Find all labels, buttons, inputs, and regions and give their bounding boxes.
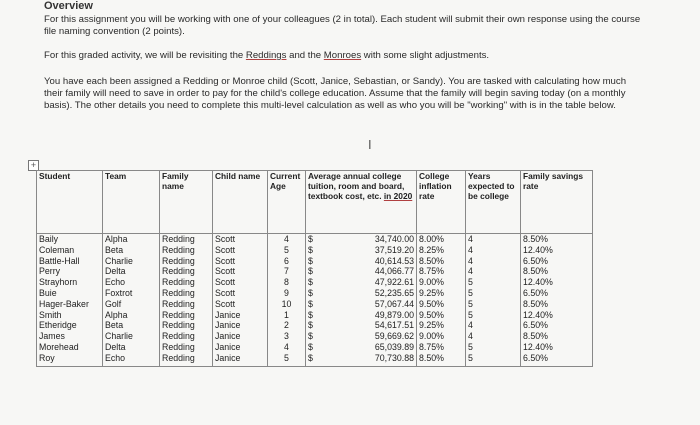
cell-student-6: Buie	[39, 287, 57, 298]
cost-value: 37,519.20	[374, 244, 414, 255]
cell-team-9: Beta	[105, 320, 124, 331]
cell-student-3: Battle-Hall	[39, 255, 80, 266]
cell-savings-4: 8.50%	[523, 266, 548, 277]
cell-savings-8: 12.40%	[523, 309, 553, 320]
cell-child-10: Janice	[215, 331, 241, 342]
cell-age-3: 6	[284, 255, 289, 266]
cell-savings-6: 6.50%	[523, 287, 548, 298]
cell-savings-12: 6.50%	[523, 352, 548, 363]
currency-symbol: $	[308, 277, 313, 288]
cell-cost-3	[308, 256, 414, 267]
cell-team-2: Beta	[105, 244, 124, 255]
cell-family-12: Redding	[162, 352, 195, 363]
column-student	[37, 234, 103, 367]
cell-years-12: 5	[468, 352, 473, 363]
activity-paragraph	[44, 50, 644, 62]
cost-value: 49,879.00	[374, 309, 414, 320]
currency-symbol: $	[308, 352, 313, 363]
column-years	[466, 234, 521, 367]
cell-family-2: Redding	[162, 244, 195, 255]
task-paragraph: You have each been assigned a Redding or Monroe child (Scott, Janice, Sebastian, or Sandy). You are tasked with calculating how much their family will need to save in order to pay for the child's college education. Assume that the family will begin saving today (on a monthly basis). The other details you need to complete this multi-level calculation as well as who you will be "working" with is in the table below.	[44, 76, 627, 111]
monroes-word: Monroes	[323, 50, 362, 61]
cost-value: 57,067.44	[374, 298, 414, 309]
cell-family-9: Redding	[162, 320, 195, 331]
cell-inflation-1: 8.00%	[419, 234, 444, 244]
cost-value: 34,740.00	[374, 234, 414, 244]
cost-value: 54,617.51	[374, 320, 414, 331]
cell-age-10: 3	[284, 331, 289, 342]
currency-symbol: $	[308, 287, 313, 298]
cell-student-8: Smith	[39, 309, 62, 320]
cell-age-4: 7	[284, 266, 289, 277]
cell-savings-10: 8.50%	[523, 331, 548, 342]
cell-age-2: 5	[284, 244, 289, 255]
column-child	[213, 234, 268, 367]
cell-age-6: 9	[284, 287, 289, 298]
cell-team-12: Echo	[105, 352, 126, 363]
cell-savings-7: 8.50%	[523, 298, 548, 309]
cell-team-1: Alpha	[105, 234, 128, 244]
cell-child-4: Scott	[215, 266, 236, 277]
cell-student-11: Morehead	[39, 341, 79, 352]
cell-age-9: 2	[284, 320, 289, 331]
cell-age-12: 5	[284, 352, 289, 363]
overview-heading: Overview	[44, 0, 93, 12]
header-team: Team	[103, 171, 160, 234]
cell-years-4: 4	[468, 266, 473, 277]
activity-text-2: and the	[286, 50, 324, 61]
cell-child-9: Janice	[215, 320, 241, 331]
cell-team-11: Delta	[105, 341, 126, 352]
header-savings-rate: Family savings rate	[521, 171, 593, 234]
cell-years-9: 4	[468, 320, 473, 331]
cell-savings-2: 12.40%	[523, 244, 553, 255]
cell-family-11: Redding	[162, 341, 195, 352]
cell-years-10: 4	[468, 331, 473, 342]
cell-team-8: Alpha	[105, 309, 128, 320]
cell-cost-9	[308, 320, 414, 331]
cell-savings-9: 6.50%	[523, 320, 548, 331]
cell-years-5: 5	[468, 277, 473, 288]
cell-family-3: Redding	[162, 255, 195, 266]
header-family-name: Family name	[160, 171, 213, 234]
cell-student-12: Roy	[39, 352, 55, 363]
cell-student-9: Etheridge	[39, 320, 77, 331]
cell-years-7: 5	[468, 298, 473, 309]
currency-symbol: $	[308, 320, 313, 331]
column-cost	[306, 234, 417, 367]
cell-years-11: 5	[468, 341, 473, 352]
cell-cost-1	[308, 234, 414, 245]
cost-value: 65,039.89	[374, 341, 414, 352]
assignment-table	[36, 170, 593, 367]
cell-family-10: Redding	[162, 331, 195, 342]
cell-child-5: Scott	[215, 277, 236, 288]
cell-student-2: Coleman	[39, 244, 75, 255]
cell-inflation-10: 9.00%	[419, 331, 444, 342]
cell-cost-10	[308, 331, 414, 342]
cost-value: 44,066.77	[374, 266, 414, 277]
cell-cost-5	[308, 277, 414, 288]
cell-family-8: Redding	[162, 309, 195, 320]
cell-savings-1: 8.50%	[523, 234, 548, 244]
cell-family-5: Redding	[162, 277, 195, 288]
header-annual-cost-year: in 2020	[383, 191, 413, 201]
cell-student-7: Hager-Baker	[39, 298, 89, 309]
currency-symbol: $	[308, 341, 313, 352]
header-student: Student	[37, 171, 103, 234]
cell-student-5: Strayhorn	[39, 277, 78, 288]
cell-child-7: Scott	[215, 298, 236, 309]
currency-symbol: $	[308, 244, 313, 255]
cell-inflation-11: 8.75%	[419, 341, 444, 352]
column-team	[103, 234, 160, 367]
header-child-name: Child name	[213, 171, 268, 234]
column-savings	[521, 234, 593, 367]
text-cursor-icon: I	[368, 137, 372, 152]
cell-age-5: 8	[284, 277, 289, 288]
currency-symbol: $	[308, 331, 313, 342]
cell-inflation-7: 9.50%	[419, 298, 444, 309]
intro-paragraph: For this assignment you will be working with one of your colleagues (2 in total). Each student will submit their own response using the course file naming convention (2 points).	[44, 14, 641, 37]
cell-inflation-12: 8.50%	[419, 352, 444, 363]
header-current-age: Current Age	[268, 171, 306, 234]
cell-team-7: Golf	[105, 298, 122, 309]
cell-inflation-5: 9.00%	[419, 277, 444, 288]
header-annual-cost-text: Average annual college tuition, room and board, textbook cost, etc.	[308, 171, 405, 201]
cell-savings-3: 6.50%	[523, 255, 548, 266]
cell-child-8: Janice	[215, 309, 241, 320]
cell-years-2: 4	[468, 244, 473, 255]
cell-age-7: 10	[281, 298, 292, 309]
cell-savings-11: 12.40%	[523, 341, 553, 352]
currency-symbol: $	[308, 266, 313, 277]
header-years-in-college: Years expected to be college	[466, 171, 521, 234]
column-age	[268, 234, 306, 367]
table-move-handle-icon[interactable]: +	[28, 160, 39, 171]
currency-symbol: $	[308, 234, 313, 244]
header-inflation-rate: College inflation rate	[417, 171, 466, 234]
cell-team-10: Charlie	[105, 331, 133, 342]
cell-child-11: Janice	[215, 341, 241, 352]
cell-student-4: Perry	[39, 266, 61, 277]
header-annual-cost	[306, 171, 417, 234]
column-family	[160, 234, 213, 367]
cell-child-2: Scott	[215, 244, 236, 255]
cost-value: 59,669.62	[374, 331, 414, 342]
cell-years-3: 4	[468, 255, 473, 266]
cell-team-4: Delta	[105, 266, 126, 277]
cell-family-6: Redding	[162, 287, 195, 298]
activity-text-3: with some slight adjustments.	[361, 50, 490, 61]
cell-years-6: 5	[468, 287, 473, 298]
cell-cost-4	[308, 266, 414, 277]
cell-child-6: Scott	[215, 287, 236, 298]
cell-team-6: Foxtrot	[105, 287, 133, 298]
cell-child-1: Scott	[215, 234, 236, 244]
cost-value: 52,235.65	[374, 287, 414, 298]
currency-symbol: $	[308, 255, 313, 266]
column-inflation	[417, 234, 466, 367]
cell-inflation-9: 9.25%	[419, 320, 444, 331]
cell-age-8: 1	[284, 309, 289, 320]
cell-student-10: James	[39, 331, 65, 342]
cell-inflation-4: 8.75%	[419, 266, 444, 277]
table-header-row	[37, 171, 593, 234]
cell-cost-7	[308, 299, 414, 310]
cell-age-1: 4	[284, 234, 289, 244]
activity-text-1: For this graded activity, we will be revisiting the	[44, 50, 246, 61]
cell-years-8: 5	[468, 309, 473, 320]
cell-cost-12	[308, 353, 414, 364]
cell-cost-2	[308, 245, 414, 256]
cell-inflation-3: 8.50%	[419, 255, 444, 266]
cell-cost-6	[308, 288, 414, 299]
cell-family-4: Redding	[162, 266, 195, 277]
cell-team-3: Charlie	[105, 255, 133, 266]
cell-savings-5: 12.40%	[523, 277, 553, 288]
currency-symbol: $	[308, 298, 313, 309]
currency-symbol: $	[308, 309, 313, 320]
cost-value: 70,730.88	[374, 352, 414, 363]
cost-value: 40,614.53	[374, 255, 414, 266]
cell-cost-11	[308, 342, 414, 353]
cell-student-1: Baily	[39, 234, 59, 244]
cell-inflation-2: 8.25%	[419, 244, 444, 255]
cell-cost-8	[308, 310, 414, 321]
reddings-word: Reddings	[245, 50, 287, 61]
table-body-row	[37, 234, 593, 367]
cell-inflation-6: 9.25%	[419, 287, 444, 298]
cell-team-5: Echo	[105, 277, 126, 288]
cell-child-3: Scott	[215, 255, 236, 266]
cell-family-1: Redding	[162, 234, 195, 244]
cell-age-11: 4	[284, 341, 289, 352]
cell-child-12: Janice	[215, 352, 241, 363]
cell-years-1: 4	[468, 234, 473, 244]
cell-inflation-8: 9.50%	[419, 309, 444, 320]
cell-family-7: Redding	[162, 298, 195, 309]
cost-value: 47,922.61	[374, 277, 414, 288]
